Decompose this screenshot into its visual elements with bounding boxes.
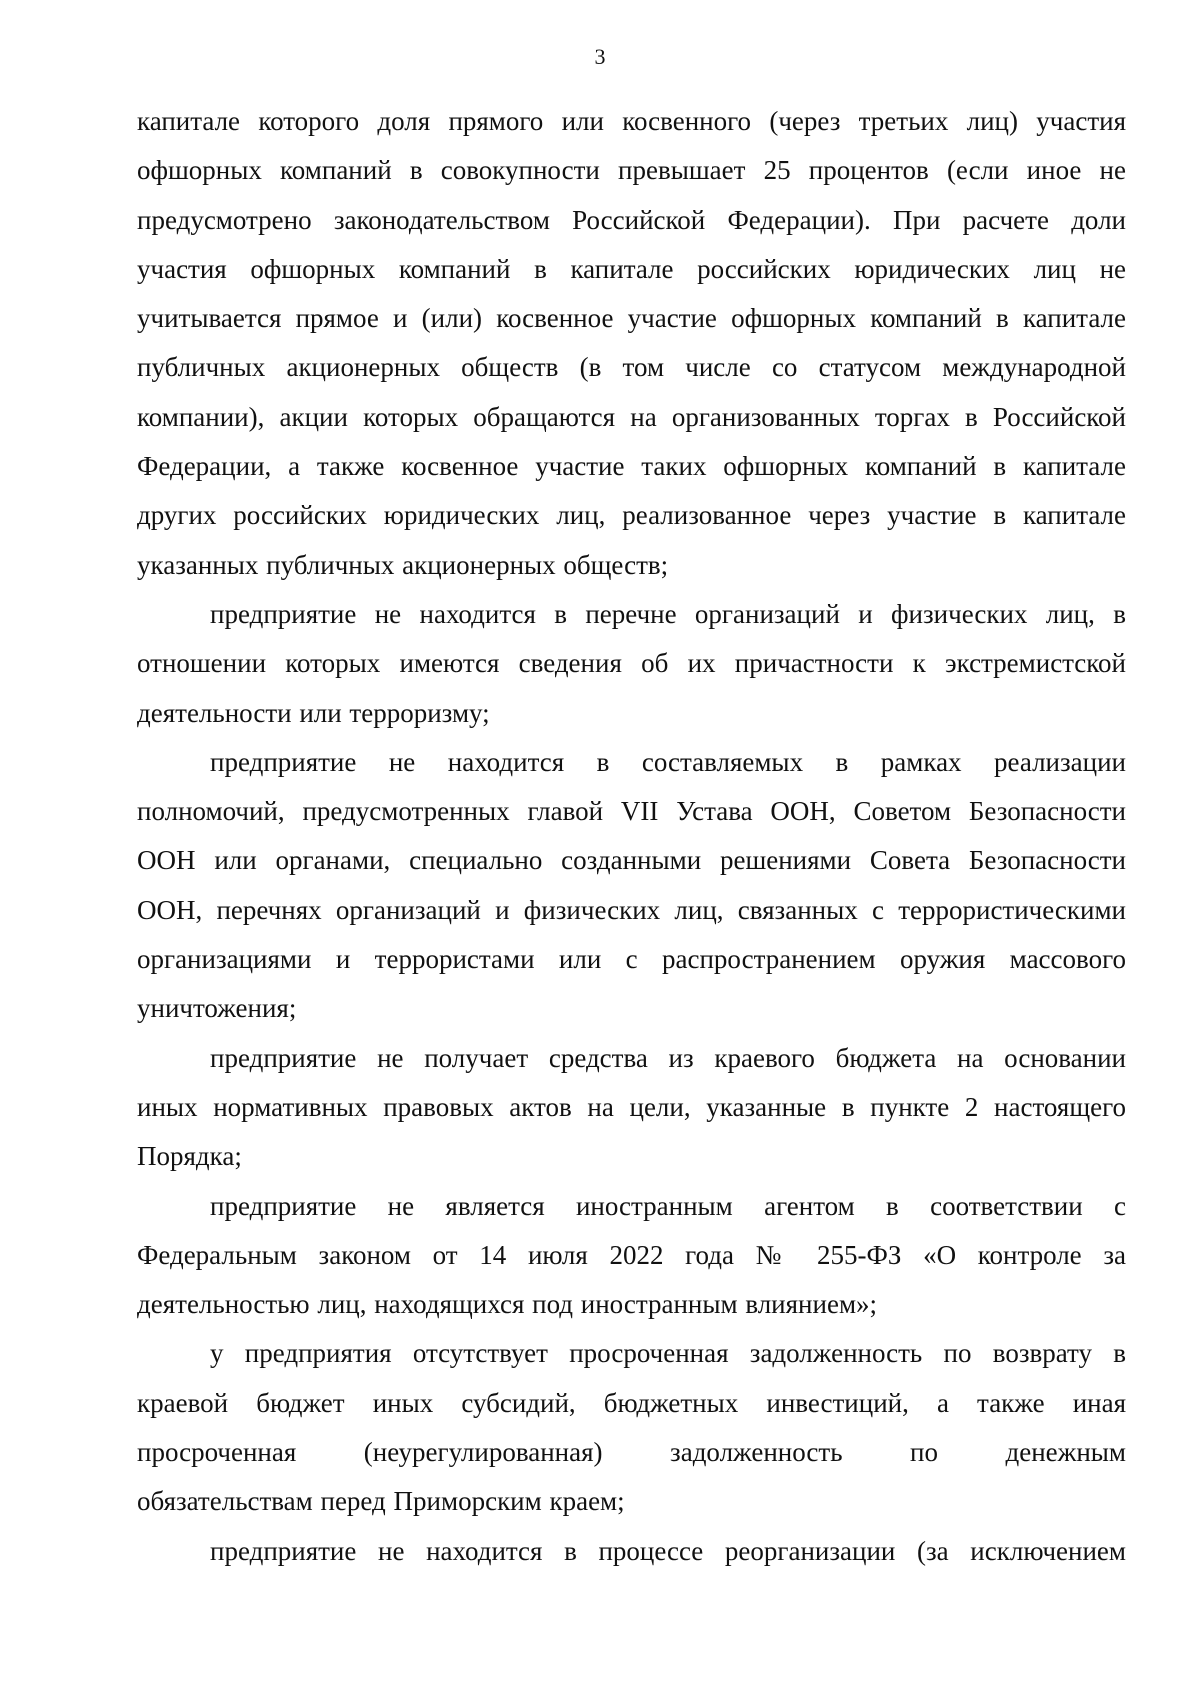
text-line: Порядка; [137,1141,242,1172]
text-line: краевой бюджет иных субсидий, бюджетных инвестиций, а также иная [137,1387,1126,1418]
paragraph [137,1329,1126,1526]
text-line: публичных акционерных обществ (в том числе со статусом международной [137,352,1126,383]
page-number: 3 [594,44,606,69]
paragraph [137,1034,1126,1182]
text-line: предприятие не является иностранным агентом в соответствии с [210,1190,1126,1221]
text-line: деятельности или терроризму; [137,697,490,728]
text-line: отношении которых имеются сведения об их причастности к экстремистской [137,648,1126,679]
paragraph [137,738,1126,1034]
text-line: организациями и террористами или с распространением оружия массового [137,944,1126,975]
paragraph [137,1182,1126,1330]
text-line: деятельностью лиц, находящихся под иностранным влиянием»; [137,1289,878,1320]
paragraph [137,97,1126,590]
text-line: Федерации, а также косвенное участие таких офшорных компаний в капитале [137,451,1126,482]
text-line: у предприятия отсутствует просроченная задолженность по возврату в [210,1338,1126,1369]
text-line: Федеральным законом от 14 июля 2022 года № 255-ФЗ «О контроле за [137,1239,1126,1270]
text-line: ООН, перечнях организаций и физических лиц, связанных с террористическими [137,894,1126,925]
document-body [137,97,1126,1576]
text-line: учитывается прямое и (или) косвенное участие офшорных компаний в капитале [137,303,1126,334]
text-line: капитале которого доля прямого или косвенного (через третьих лиц) участия [137,106,1126,136]
text-line: указанных публичных акционерных обществ; [137,549,669,580]
text-line: уничтожения; [137,993,297,1024]
text-line: предприятие не находится в процессе реорганизации (за исключением [210,1535,1126,1566]
text-line: предприятие не находится в перечне организаций и физических лиц, в [210,598,1126,629]
text-line: просроченная (неурегулированная) задолженность по денежным [137,1437,1126,1468]
text-line: предприятие не получает средства из краевого бюджета на основании [210,1042,1126,1073]
text-line: предприятие не находится в составляемых в рамках реализации [210,746,1126,777]
text-line: офшорных компаний в совокупности превышает 25 процентов (если иное не [137,155,1126,186]
text-line: иных нормативных правовых актов на цели, указанные в пункте 2 настоящего [137,1091,1126,1122]
text-line: предусмотрено законодательством Российской Федерации). При расчете доли [137,204,1126,235]
text-line: участия офшорных компаний в капитале российских юридических лиц не [137,253,1126,284]
text-line: компании), акции которых обращаются на организованных торгах в Российской [137,401,1126,432]
paragraph [137,590,1126,738]
paragraph [137,1527,1126,1576]
text-line: полномочий, предусмотренных главой VII Устава ООН, Советом Безопасности [137,796,1126,827]
text-line: обязательствам перед Приморским краем; [137,1486,625,1517]
text-line: других российских юридических лиц, реализованное через участие в капитале [137,500,1126,531]
text-line: ООН или органами, специально созданными решениями Совета Безопасности [137,845,1126,876]
